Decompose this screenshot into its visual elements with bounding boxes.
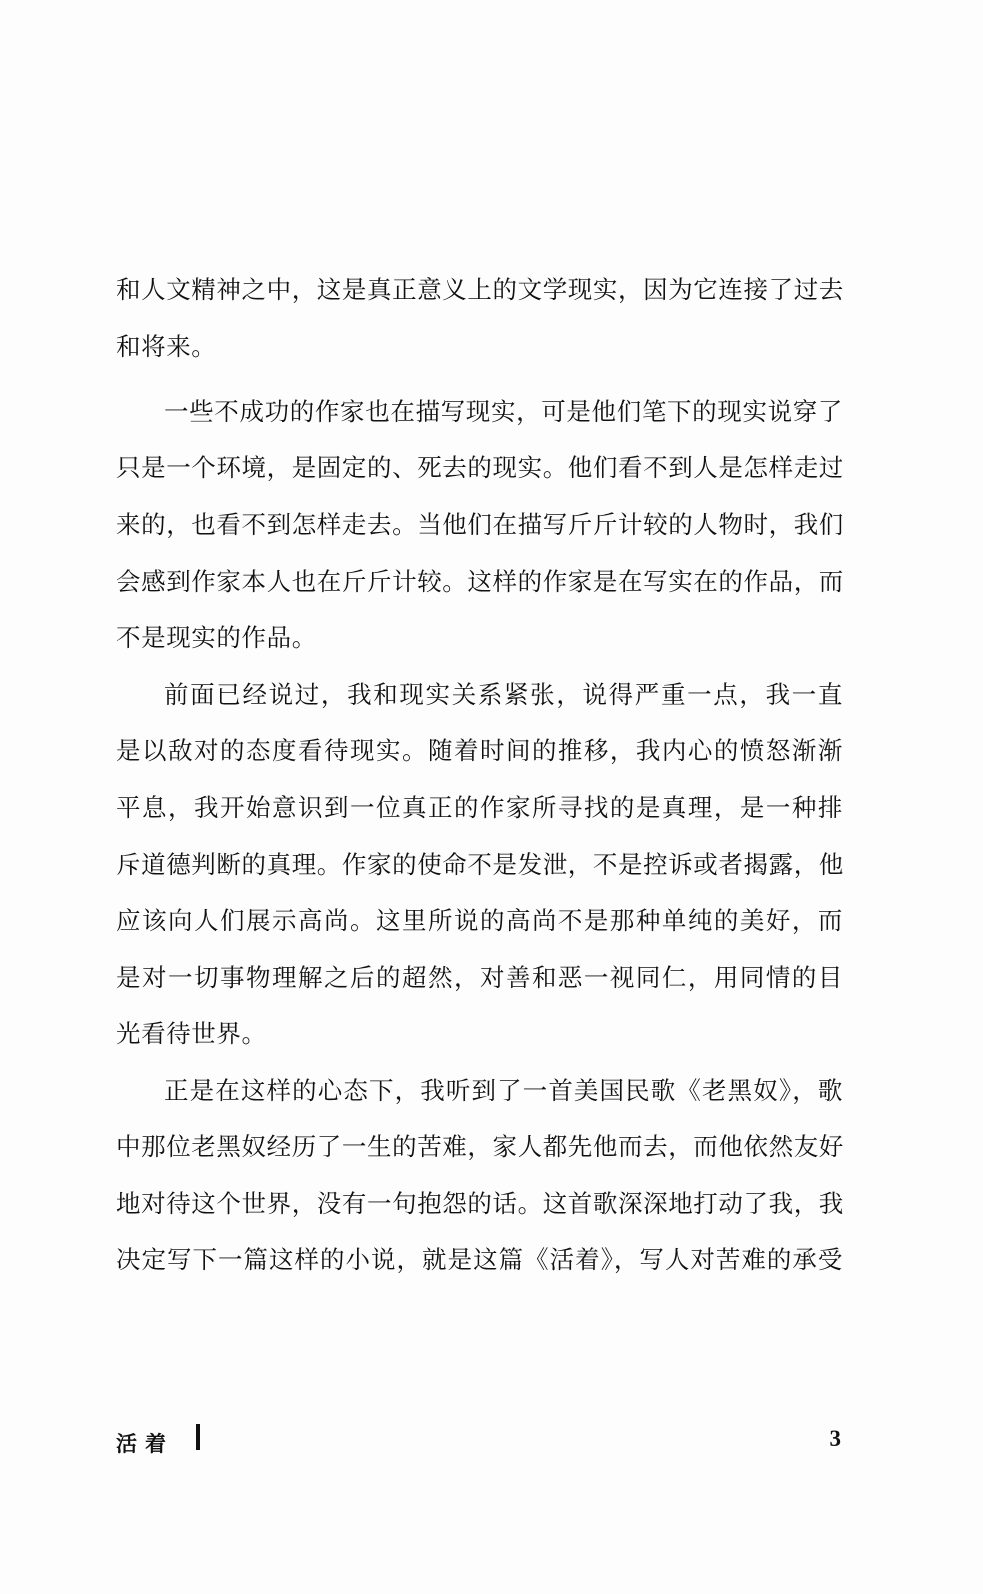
- text-line: 和人文精神之中，这是真正意义上的文学现实，因为它连接了过去: [116, 275, 844, 304]
- page-number: 3: [829, 1426, 841, 1451]
- text-line: 正是在这样的心态下，我听到了一首美国民歌《老黑奴》，歌: [164, 1076, 843, 1105]
- text-line: 是以敌对的态度看待现实。随着时间的推移，我内心的愤怒渐渐: [116, 736, 843, 765]
- text-line: 是对一切事物理解之后的超然，对善和恶一视同仁，用同情的目: [116, 963, 843, 992]
- text-line: 中那位老黑奴经历了一生的苦难，家人都先他而去，而他依然友好: [116, 1132, 844, 1161]
- text-line: 和将来。: [116, 332, 217, 361]
- page-footer: [116, 1420, 843, 1460]
- text-line: 会感到作家本人也在斤斤计较。这样的作家是在写实在的作品，而: [116, 567, 844, 596]
- text-line: 平息，我开始意识到一位真正的作家所寻找的是真理，是一种排: [116, 793, 843, 822]
- text-line: 应该向人们展示高尚。这里所说的高尚不是那种单纯的美好，而: [116, 906, 843, 935]
- text-line: 只是一个环境，是固定的、死去的现实。他们看不到人是怎样走过: [116, 453, 844, 482]
- text-line: 地对待这个世界，没有一句抱怨的话。这首歌深深地打动了我，我: [116, 1189, 844, 1218]
- text-line: 一些不成功的作家也在描写现实，可是他们笔下的现实说穿了: [164, 397, 843, 426]
- text-line: 来的，也看不到怎样走去。当他们在描写斤斤计较的人物时，我们: [116, 510, 844, 539]
- footer-divider: [196, 1424, 200, 1450]
- text-line: 不是现实的作品。: [116, 623, 317, 652]
- text-line: 光看待世界。: [116, 1019, 267, 1048]
- text-line: 前面已经说过，我和现实关系紧张，说得严重一点，我一直: [164, 680, 843, 709]
- running-title: 活着: [116, 1432, 174, 1456]
- text-line: 决定写下一篇这样的小说，就是这篇《活着》，写人对苦难的承受: [116, 1245, 843, 1274]
- text-line: 斥道德判断的真理。作家的使命不是发泄，不是控诉或者揭露，他: [116, 850, 844, 879]
